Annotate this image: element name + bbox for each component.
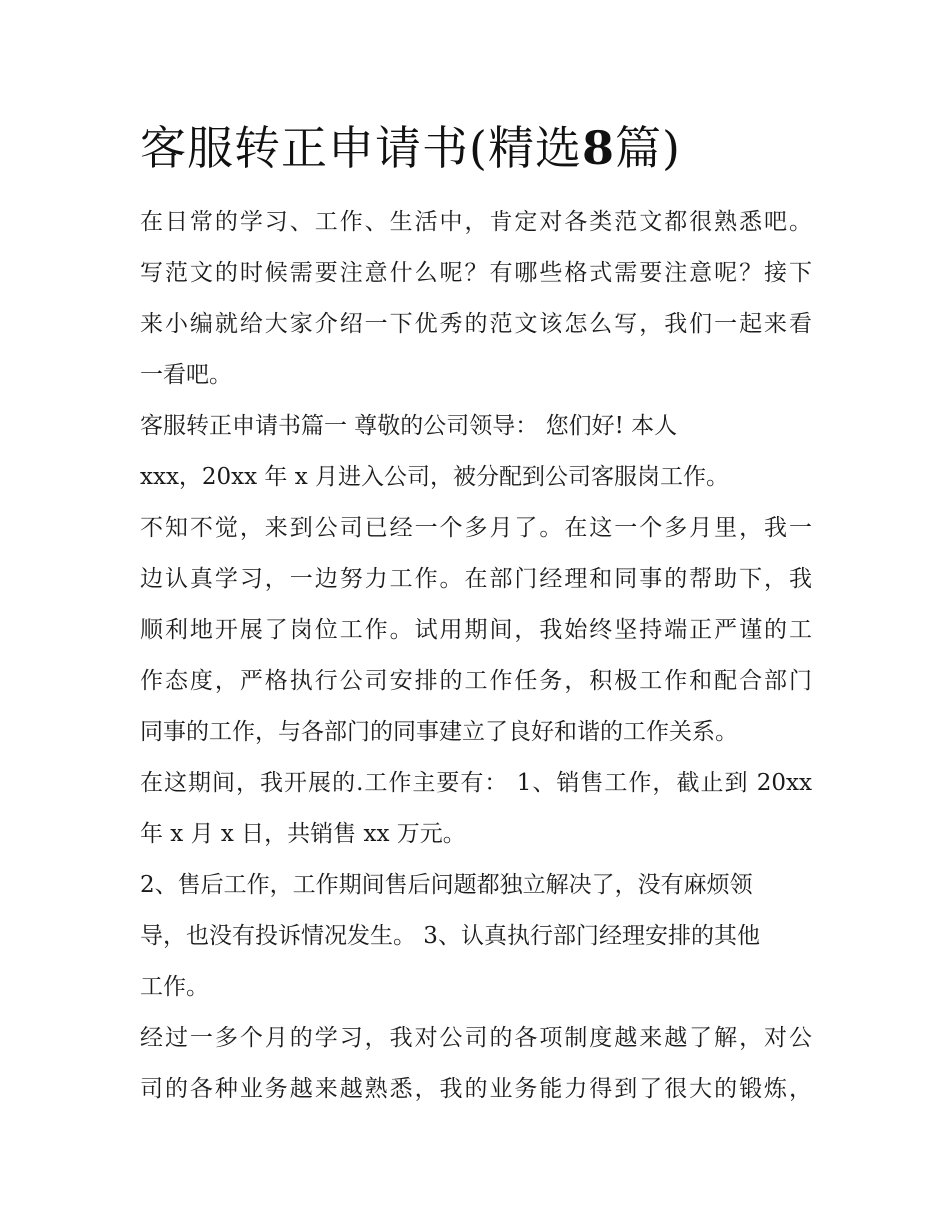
title-text: 客服转正申请书(精选 (140, 121, 582, 175)
text-line-13: 年 x 月 x 日，共销售 xx 万元。 (140, 821, 466, 847)
text-line-15: 导，也没有投诉情况发生。 3、认真执行部门经理安排的其他 (140, 923, 760, 949)
document-body (140, 197, 812, 1115)
text-line-10: 作态度，严格执行公司安排的工作任务，积极工作和配合部门 (140, 668, 812, 694)
text-line-11: 同事的工作，与各部门的同事建立了良好和谐的工作关系。 (140, 719, 738, 745)
text-line-3: 来小编就给大家介绍一下优秀的范文该怎么写，我们一起来看 (140, 311, 812, 337)
document-title (140, 113, 840, 183)
title-number: 8 (581, 121, 615, 175)
text-line-16: 工作。 (140, 974, 209, 1000)
text-line-1: 在日常的学习、工作、生活中，肯定对各类范文都很熟悉吧。 (140, 209, 812, 235)
text-line-6: xxx，20xx 年 x 月进入公司，被分配到公司客服岗工作。 (140, 464, 730, 490)
title-suffix: 篇) (614, 121, 681, 175)
text-line-17: 经过一多个月的学习，我对公司的各项制度越来越了解，对公 (140, 1025, 812, 1051)
text-line-2: 写范文的时候需要注意什么呢？有哪些格式需要注意呢？接下 (140, 260, 812, 286)
text-line-8: 边认真学习，一边努力工作。在部门经理和同事的帮助下，我 (140, 566, 812, 592)
text-line-14: 2、售后工作，工作期间售后问题都独立解决了，没有麻烦领 (140, 872, 753, 898)
text-line-12: 在这期间，我开展的.工作主要有： 1、销售工作，截止到 20xx (140, 770, 812, 796)
text-line-4: 一看吧。 (140, 362, 232, 388)
text-line-5: 客服转正申请书篇一 尊敬的公司领导： 您们好! 本人 (140, 413, 678, 439)
text-line-7: 不知不觉，来到公司已经一个多月了。在这一个多月里，我一 (140, 515, 812, 541)
text-line-18: 司的各种业务越来越熟悉，我的业务能力得到了很大的锻炼， (140, 1076, 812, 1102)
text-line-9: 顺利地开展了岗位工作。试用期间，我始终坚持端正严谨的工 (140, 617, 812, 643)
